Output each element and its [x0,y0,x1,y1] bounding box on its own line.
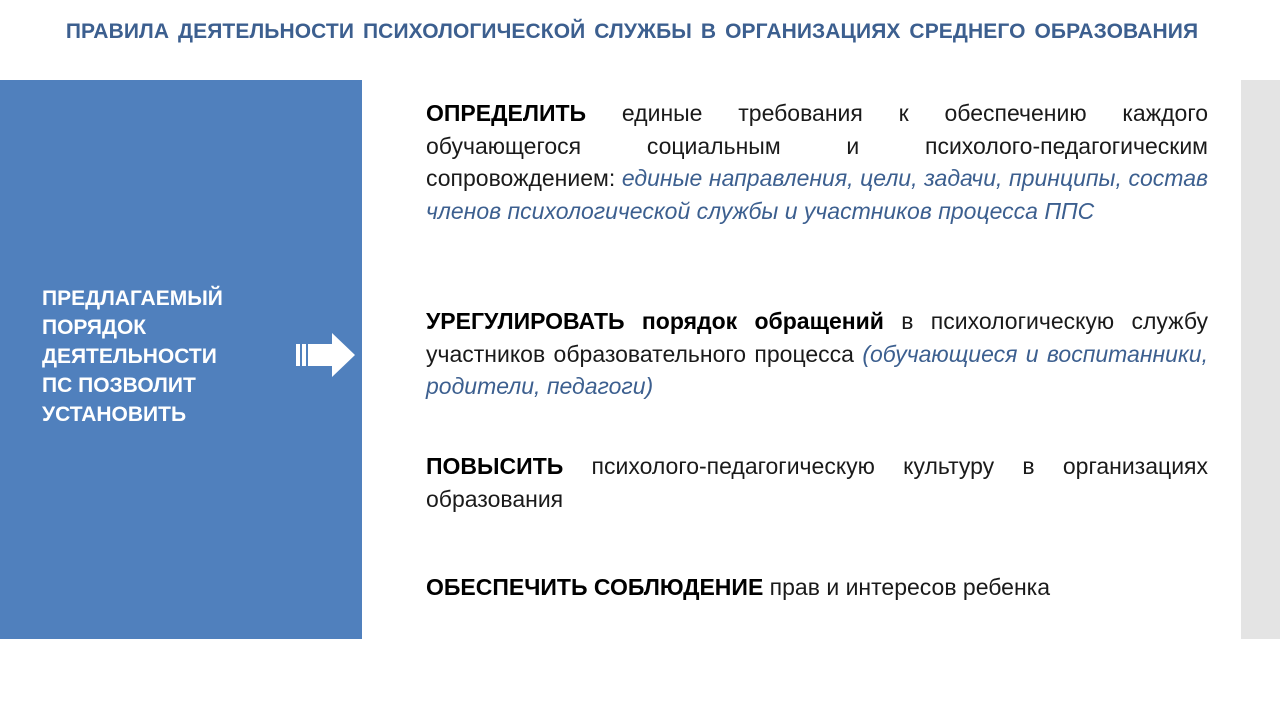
item-define [426,97,1208,227]
item-ensure-keyword: ОБЕСПЕЧИТЬ СОБЛЮДЕНИЕ [426,574,764,600]
item-regulate [426,305,1208,403]
left-panel-text [42,284,272,429]
item-regulate-italic: (обучающиеся и воспитанники, родители, педагоги) [426,340,1208,399]
item-ensure [426,571,1208,604]
item-raise-text: психолого-педагогическую культуру в организациях образования [426,453,1208,512]
left-panel-line: ПРЕДЛАГАЕМЫЙ [42,287,223,310]
left-panel-line: ДЕЯТЕЛЬНОСТИ [42,345,217,368]
item-ensure-text: прав и интересов ребенка [763,574,1051,600]
item-raise-keyword: ПОВЫСИТЬ [426,453,564,479]
item-define-keyword: ОПРЕДЕЛИТЬ [426,100,587,126]
right-arrow-icon [296,331,356,379]
item-regulate-text: в психологическую службу участников образовательного процесса [426,308,1208,367]
slide-title: ПРАВИЛА ДЕЯТЕЛЬНОСТИ ПСИХОЛОГИЧЕСКОЙ СЛУЖБЫ В ОРГАНИЗАЦИЯХ СРЕДНЕГО ОБРАЗОВАНИЯ [65,20,1199,43]
left-panel-line: УСТАНОВИТЬ [42,403,187,426]
left-panel-line: ПОРЯДОК [42,316,147,339]
item-define-text: единые требования к обеспечению каждого обучающегося социальным и психолого-педагогическим сопровождением: [426,100,1208,191]
right-side-bar [1241,80,1280,639]
item-raise [426,450,1208,515]
item-define-italic: единые направления, цели, задачи, принципы, состав членов психологической службы и участников процесса ППС [426,165,1208,224]
item-regulate-keyword: УРЕГУЛИРОВАТЬ порядок обращений [426,308,884,334]
left-panel-line: ПС ПОЗВОЛИТ [42,374,196,397]
